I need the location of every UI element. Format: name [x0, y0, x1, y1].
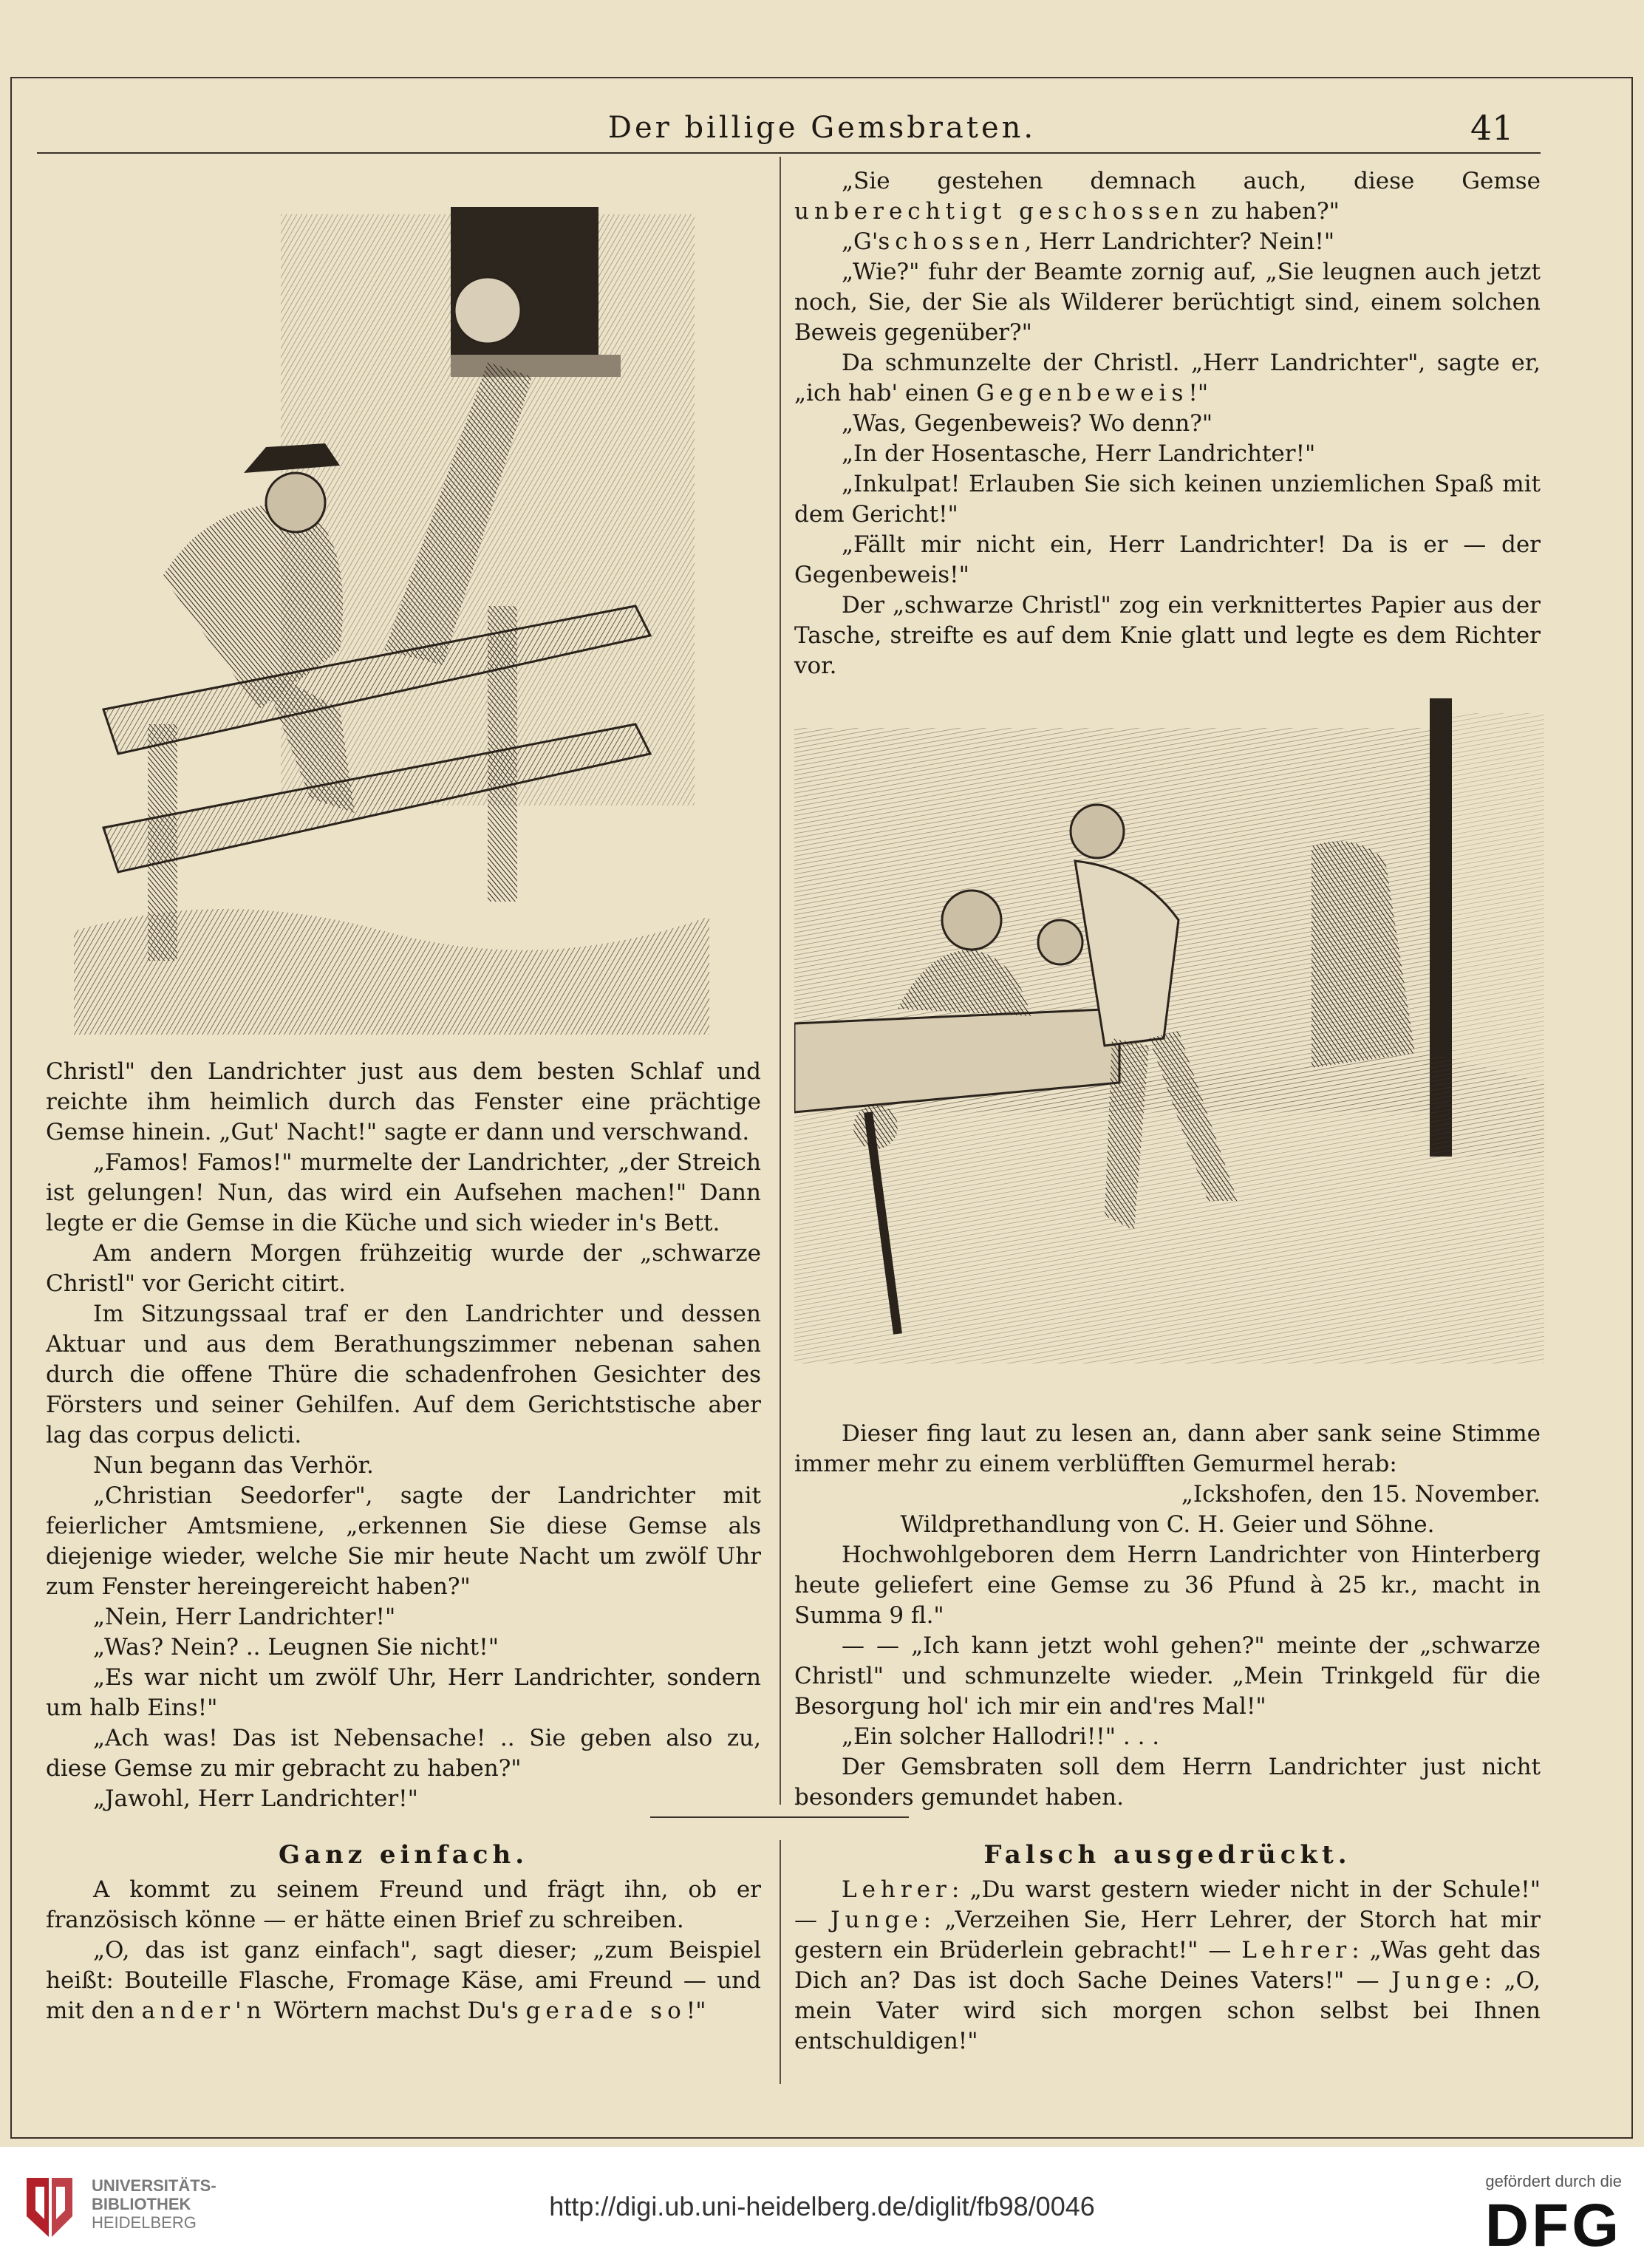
spaced-emphasis: schossen — [878, 228, 1025, 255]
text-run: „O, das ist ganz einfach", sagt dieser; „zum Beispiel heißt: Bouteille Flasche, Fromage Käse, ami Freund — und mit den — [46, 1937, 761, 2024]
spaced-emphasis: ander'n — [141, 1998, 267, 2024]
text-run: !" — [1188, 380, 1209, 406]
paragraph: Am andern Morgen frühzeitig wurde der „schwarze Christl" vor Gericht citirt. — [46, 1240, 761, 1297]
text-run: : „Was geht das Dich an? Das ist doch Sache Deines Vaters!" — — [794, 1937, 1541, 1994]
paragraph: „Fällt mir nicht ein, Herr Landrichter! Da is er — der Gegenbeweis!" — [794, 531, 1541, 588]
right-column-top-text — [794, 166, 1541, 681]
paragraph — [794, 166, 1541, 227]
left-column-text — [46, 1057, 761, 1814]
speaker-label: Junge — [830, 1907, 924, 1933]
paragraph: „Famos! Famos!" murmelte der Landrichter, „der Streich ist gelungen! Nun, das wird ein Aufsehen machen!" Dann legte er die Gemse in die Küche und sich wieder in's Bett. — [46, 1149, 761, 1236]
dfg-logo: DFG — [1484, 2192, 1622, 2259]
speaker-label: Junge — [1391, 1967, 1484, 1994]
speaker-label: Lehrer — [1241, 1937, 1352, 1964]
paragraph: Der Gemsbraten soll dem Herrn Landrichter just nicht besonders gemundet haben. — [794, 1754, 1541, 1811]
paragraph: „Was, Gegenbeweis? Wo denn?" — [842, 410, 1213, 437]
text-run: Wörtern machst Du's — [266, 1998, 526, 2024]
paragraph: „Nein, Herr Landrichter!" — [93, 1604, 396, 1630]
paragraph: „Was? Nein? .. Leugnen Sie nicht!" — [93, 1634, 499, 1661]
letter-sender: Wildprethandlung von C. H. Geier und Söhne. — [900, 1511, 1435, 1538]
paragraph: „Ach was! Das ist Nebensache! .. Sie geben also zu, diese Gemse zu mir gebracht zu haben?" — [46, 1725, 761, 1782]
paragraph — [794, 227, 1541, 257]
paragraph: Der „schwarze Christl" zog ein verknittertes Papier aus der Tasche, streifte es auf dem Knie glatt und legte es dem Richter vor. — [794, 592, 1541, 679]
funding-text: gefördert durch die — [1485, 2172, 1622, 2190]
paragraph: Christl" den Landrichter just aus dem besten Schlaf und reichte ihm heimlich durch das Fenster eine prächtige Gemse hinein. „Gut' Nacht!" sagte er dann und verschwand. — [46, 1058, 761, 1145]
column-divider — [780, 157, 781, 1805]
library-name-line: HEIDELBERG — [92, 2213, 197, 2232]
text-run: „G' — [842, 228, 879, 255]
section-falsch-ausgedrueckt — [794, 1840, 1541, 2057]
letter-dateline: „Ickshofen, den 15. November. — [1181, 1481, 1541, 1508]
text-run: „Sie gestehen demnach auch, diese Gemse — [842, 168, 1541, 194]
paragraph — [794, 348, 1541, 409]
text-run: : „Du warst gestern wieder nicht in der Schule!" — — [794, 1876, 1541, 1933]
text-run: Da schmunzelte der Christl. „Herr Landrichter", sagte er, „ich hab' einen — [794, 350, 1541, 406]
document-url-link[interactable]: http://digi.ub.uni-heidelberg.de/diglit/fb98/0046 — [549, 2191, 1095, 2221]
illustration-courtroom — [794, 698, 1544, 1363]
paragraph — [46, 1935, 761, 2026]
paragraph: Nun begann das Verhör. — [93, 1452, 374, 1479]
section-title: Ganz einfach. — [278, 1840, 529, 1870]
section-ganz-einfach — [46, 1840, 761, 2026]
section-rule — [650, 1816, 909, 1818]
spaced-emphasis: gerade so — [525, 1998, 686, 2024]
right-column-bottom-text — [794, 1419, 1541, 1813]
paragraph: „In der Hosentasche, Herr Landrichter!" — [842, 440, 1316, 467]
illustration-poacher-window — [74, 192, 761, 1035]
library-name-line: UNIVERSITÄTS- — [92, 2176, 216, 2195]
text-run: zu haben?" — [1204, 198, 1340, 225]
text-run: !" — [686, 1998, 706, 2024]
page-number: 41 — [1470, 108, 1514, 148]
paragraph: Hochwohlgeboren dem Herrn Landrichter von Hinterberg heute geliefert eine Gemse zu 36 Pfund à 25 kr., macht in Summa 9 fl." — [794, 1542, 1541, 1629]
spaced-emphasis: Gegenbeweis — [976, 380, 1189, 406]
paragraph: Dieser fing laut zu lesen an, dann aber sank seine Stimme immer mehr zu einem verblüfften Gemurmel herab: — [794, 1420, 1541, 1477]
speaker-label: Lehrer — [842, 1876, 952, 1903]
paragraph: „Wie?" fuhr der Beamte zornig auf, „Sie leugnen auch jetzt noch, Sie, der Sie als Wilderer berüchtigt sind, einem solchen Beweis gegenüber?" — [794, 259, 1541, 346]
paragraph — [794, 1875, 1541, 2057]
column-divider-lower — [780, 1840, 781, 2084]
text-run: , Herr Landrichter? Nein!" — [1024, 228, 1335, 255]
text-run: : „O, mein Vater wird sich morgen schon selbst bei Ihnen entschuldigen!" — [794, 1967, 1541, 2054]
header-rule — [37, 152, 1541, 154]
section-title: Falsch ausgedrückt. — [983, 1840, 1351, 1870]
spaced-emphasis: unberechtigt geschossen — [794, 198, 1204, 225]
page-title: Der billige Gemsbraten. — [607, 111, 1037, 145]
paragraph: „Ein solcher Hallodri!!" . . . — [842, 1723, 1160, 1750]
paragraph: „Christian Seedorfer", sagte der Landrichter mit feierlicher Amtsmiene, „erkennen Sie diese Gemse als diejenige wieder, welche Sie mir heute Nacht um zwölf Uhr zum Fenster hereingereicht haben?" — [46, 1482, 761, 1600]
library-name-line: BIBLIOTHEK — [92, 2195, 191, 2213]
paragraph: Im Sitzungssaal traf er den Landrichter und dessen Aktuar und aus dem Berathungszimmer nebenan sahen durch die offene Thüre die schadenfrohen Gesichter des Försters und seiner Gehilfen. Auf dem Gerichtstische aber lag das corpus delicti. — [46, 1301, 761, 1448]
paragraph: „Jawohl, Herr Landrichter!" — [93, 1785, 418, 1812]
paragraph: A kommt zu seinem Freund und frägt ihn, ob er französisch könne — er hätte einen Brief zu schreiben. — [46, 1876, 761, 1933]
paragraph: „Inkulpat! Erlauben Sie sich keinen unziemlichen Spaß mit dem Gericht!" — [794, 471, 1541, 528]
footer-bar — [0, 2147, 1644, 2268]
paragraph: — — „Ich kann jetzt wohl gehen?" meinte der „schwarze Christl" und schmunzelte wieder. „Mein Trinkgeld für die Besorgung hol' ich mir ein and'res Mal!" — [794, 1632, 1541, 1720]
paragraph: „Es war nicht um zwölf Uhr, Herr Landrichter, sondern um halb Eins!" — [46, 1664, 761, 1721]
text-run: : „Verzeihen Sie, Herr Lehrer, der Storch hat mir gestern ein Brüderlein gebracht!" — — [794, 1907, 1541, 1964]
